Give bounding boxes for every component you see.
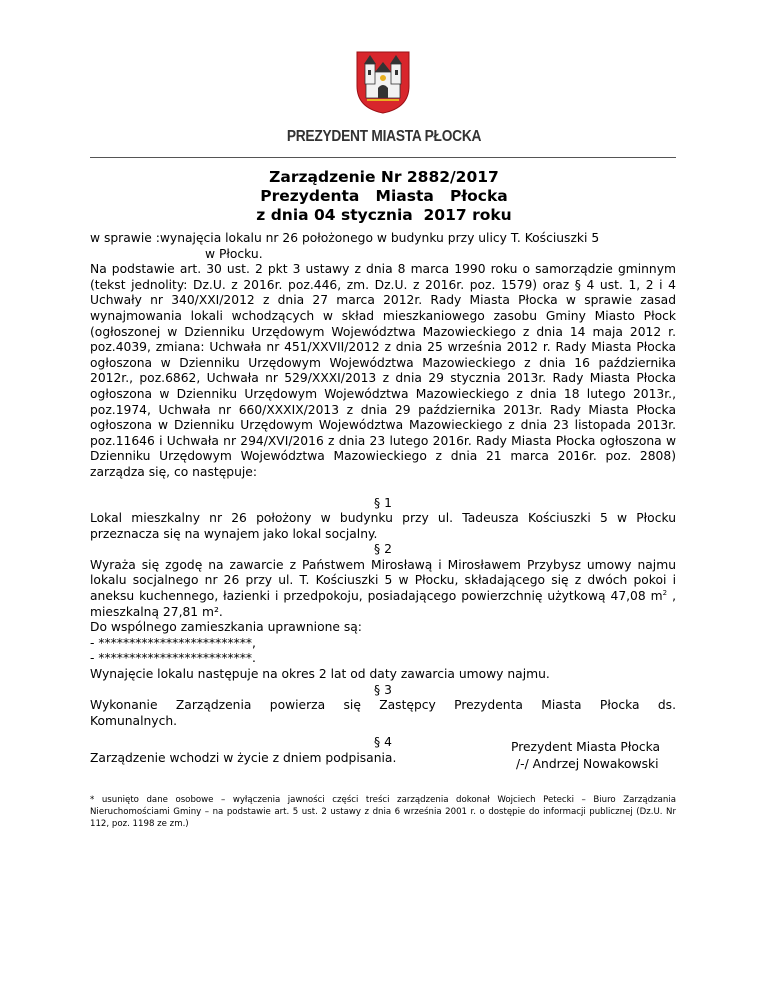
- lease-term: Wynajęcie lokalu następuje na okres 2 lat od daty zawarcia umowy najmu.: [90, 667, 550, 682]
- office-header: PREZYDENT MIASTA PŁOCKA: [286, 128, 482, 145]
- document-title: [0, 168, 768, 225]
- signature-title: Prezydent Miasta Płocka: [511, 740, 661, 754]
- title-line-3: z dnia 04 stycznia 2017 roku: [256, 206, 512, 224]
- title-line-1: Zarządzenie Nr 2882/2017: [269, 168, 499, 186]
- section-2-text: [90, 558, 676, 620]
- title-line-2: Prezydenta Miasta Płocka: [260, 187, 508, 205]
- legal-basis: Na podstawie art. 30 ust. 2 pkt 3 ustawy z dnia 8 marca 1990 roku o samorządzie gminnym (tekst jednolity: Dz.U. z 2016r. poz.446, zm. Dz.U. z 2016r. poz. 1579) oraz § 4 ust. 1, 2 i 4 Uchwały nr 340/XXI/2012 z dnia 27 marca 2012r. Rady Miasta Płocka w sprawie zasad wynajmowania lokali wchodzących w skład mieszkaniowego zasobu Gminy Miasto Płock (ogłoszonej w Dzienniku Urzędowym Województwa Mazowieckiego z dnia 14 maja 2012 r. poz.4039, zmiana: Uchwała nr 451/XXVII/2012 z dnia 25 września 2012 r. Rady Miasta Płocka ogłoszona w Dzienniku Urzędowym Województwa Mazowieckiego z dnia 16 października 2012r., poz.6862, Uchwała nr 529/XXXI/2013 z dnia 29 stycznia 2013r. Rady Miasta Płocka ogłoszona w Dzienniku Urzędowym Województwa Mazowieckiego z dnia 18 lutego 2013r., poz.1974, Uchwała nr 660/XXXIX/2013 z dnia 29 października 2013r. Rady Miasta Płocka ogłoszona w Dzienniku Urzędowym Województwa Mazowieckiego z dnia 23 listopada 2013r. poz.11646 i Uchwała nr 294/XVI/2016 z dnia 23 lutego 2016r. Rady Miasta Płocka ogłoszona w Dzienniku Urzędowym Województwa Mazowieckiego z dnia 21 marca 2016r. poz. 2808) zarządza się, co następuje:: [90, 262, 676, 479]
- resident-2: - *************************.: [90, 651, 256, 666]
- section-1-heading: § 1: [374, 495, 392, 510]
- signature-block: [511, 739, 660, 773]
- section-2-text-b: , mieszkalną 27,81 m².: [90, 589, 676, 619]
- residents-intro: Do wspólnego zamieszkania uprawnione są:: [90, 620, 362, 635]
- section-1-text: Lokal mieszkalny nr 26 położony w budynku przy ul. Tadeusza Kościuszki 5 w Płocku przeznacza się na wynajem jako lokal socjalny.: [90, 511, 676, 541]
- area-superscript: 2: [662, 589, 668, 598]
- section-4-heading: § 4: [374, 735, 392, 750]
- signature-name: /-/ Andrzej Nowakowski: [516, 757, 659, 771]
- section-3-text-a: Wykonanie Zarządzenia powierza się Zastępcy Prezydenta Miasta Płocka ds.: [90, 698, 676, 713]
- resident-1: - *************************,: [90, 635, 256, 650]
- city-crest-logo: [355, 50, 411, 114]
- subject: [90, 231, 676, 247]
- section-2-text-a: Wyraża się zgodę na zawarcie z Państwem Mirosławą i Mirosławem Przybysz umowy najmu lokalu socjalnego nr 26 przy ul. T. Kościuszki 5 w Płocku, składającego się z dwóch pokoi i aneksu kuchennego, łazienki i przedpokoju, posiadającego powierzchnię użytkową 47,08 m: [90, 557, 676, 604]
- section-2-heading: § 2: [374, 542, 392, 557]
- subject-text-1: wynajęcia lokalu nr 26 położonego w budynku przy ulicy T. Kościuszki 5: [159, 231, 600, 245]
- section-3-text-b: Komunalnych.: [90, 713, 178, 728]
- header-divider: [90, 157, 676, 158]
- document-body: [90, 231, 676, 767]
- section-3-heading: § 3: [374, 682, 392, 697]
- footnote: * usunięto dane osobowe – wyłączenia jawności części treści zarządzenia dokonał Wojciech Petecki – Biuro Zarządzania Nieruchomościami Gminy – na podstawie art. 5 ust. 2 ustawy z dnia 6 września 2001 r. o dostępie do informacji publicznej (Dz.U. Nr 112, poz. 1198 ze zm.): [90, 795, 676, 829]
- subject-text-2: w Płocku.: [205, 246, 263, 261]
- subject-label: w sprawie :: [90, 231, 160, 245]
- section-4-text: Zarządzenie wchodzi w życie z dniem podpisania.: [90, 751, 397, 765]
